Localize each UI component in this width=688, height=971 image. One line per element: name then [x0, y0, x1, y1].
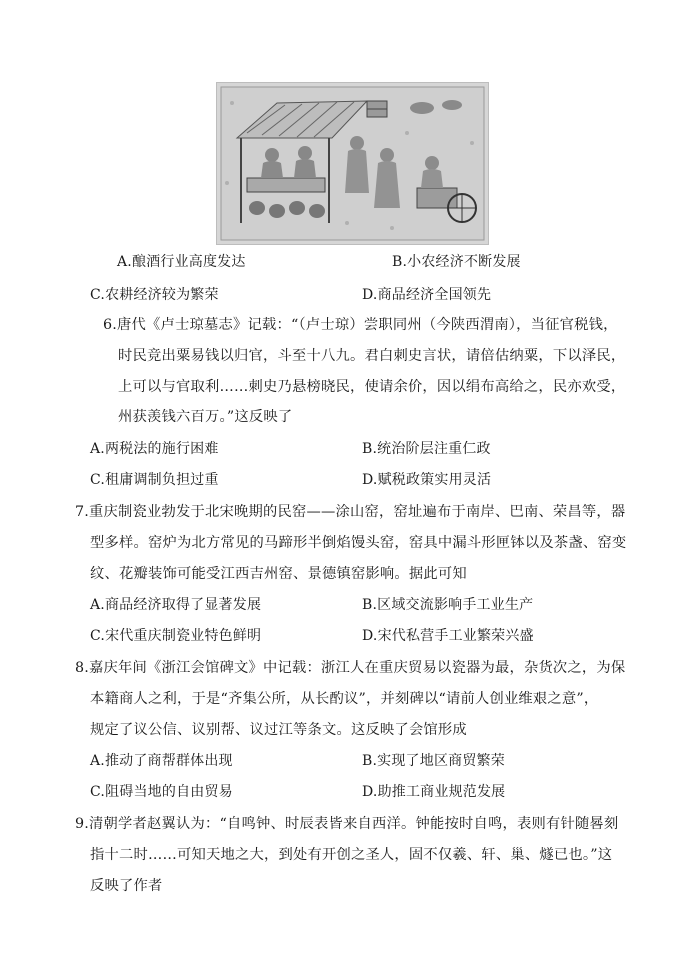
- q6-stem-line: 6.唐代《卢士琼墓志》记载：“（卢士琼）尝职同州（今陕西渭南），当征官税钱，: [103, 317, 618, 333]
- han-market-relief-image: [216, 82, 489, 245]
- stone-relief-illustration: [217, 83, 488, 244]
- q6-stem-line: 上可以与官取利……刺史乃悬榜晓民，使请余价，因以绢布高给之，民亦欢受，: [118, 379, 626, 395]
- q7-stem-line: 7.重庆制瓷业勃发于北宋晚期的民窑——涂山窑，窑址遍布于南岸、巴南、荣昌等，器: [75, 504, 626, 520]
- q7-stem-line: 型多样。窑炉为北方常见的马蹄形半倒焰馒头窑，窑具中漏斗形匣钵以及茶盏、窑变: [90, 535, 627, 551]
- q5-option-c[interactable]: C.农耕经济较为繁荣: [90, 287, 219, 303]
- q8-option-d[interactable]: D.助推工商业规范发展: [362, 784, 506, 800]
- q6-option-b[interactable]: B.统治阶层注重仁政: [362, 441, 491, 457]
- q8-option-a[interactable]: A.推动了商帮群体出现: [90, 753, 233, 769]
- q9-stem-line: 指十二时……可知天地之大，到处有开创之圣人，固不仅羲、轩、巢、燧已也。”这: [90, 847, 613, 863]
- q8-stem-line: 8.嘉庆年间《浙江会馆碑文》中记载：浙江人在重庆贸易以瓷器为最，杂货次之，为保: [75, 660, 626, 676]
- q8-option-c[interactable]: C.阻碍当地的自由贸易: [90, 784, 233, 800]
- q6-stem-line: 州获羡钱六百万。”这反映了: [118, 409, 293, 425]
- q8-option-b[interactable]: B.实现了地区商贸繁荣: [362, 753, 505, 769]
- q5-option-b[interactable]: B.小农经济不断发展: [392, 254, 521, 270]
- q8-stem-line: 本籍商人之利，于是“齐集公所，从长酌议”，并刻碑以“请前人创业维艰之意”，: [90, 691, 599, 707]
- q6-option-c[interactable]: C.租庸调制负担过重: [90, 472, 219, 488]
- q5-option-d[interactable]: D.商品经济全国领先: [362, 287, 492, 303]
- q6-option-a[interactable]: A.两税法的施行困难: [90, 441, 219, 457]
- q7-option-d[interactable]: D.宋代私营手工业繁荣兴盛: [362, 628, 534, 644]
- q7-option-a[interactable]: A.商品经济取得了显著发展: [90, 597, 262, 613]
- q7-option-b[interactable]: B.区域交流影响手工业生产: [362, 597, 534, 613]
- q8-stem-line: 规定了议公信、议别帮、议过江等条文。这反映了会馆形成: [90, 722, 467, 738]
- q9-stem-line: 9.清朝学者赵翼认为：“自鸣钟、时辰表皆来自西洋。钟能按时自鸣，表则有针随晷刻: [75, 816, 619, 832]
- q6-option-d[interactable]: D.赋税政策实用灵活: [362, 472, 492, 488]
- q6-stem-line: 时民竞出粟易钱以归官，斗至十八九。君白刺史言状，请倍估纳粟，下以泽民，: [118, 348, 626, 364]
- q5-option-a[interactable]: A.酿酒行业高度发达: [117, 254, 246, 270]
- q7-option-c[interactable]: C.宋代重庆制瓷业特色鲜明: [90, 628, 262, 644]
- q7-stem-line: 纹、花瓣装饰可能受江西吉州窑、景德镇窑影响。据此可知: [90, 566, 467, 582]
- q9-stem-line: 反映了作者: [90, 878, 163, 894]
